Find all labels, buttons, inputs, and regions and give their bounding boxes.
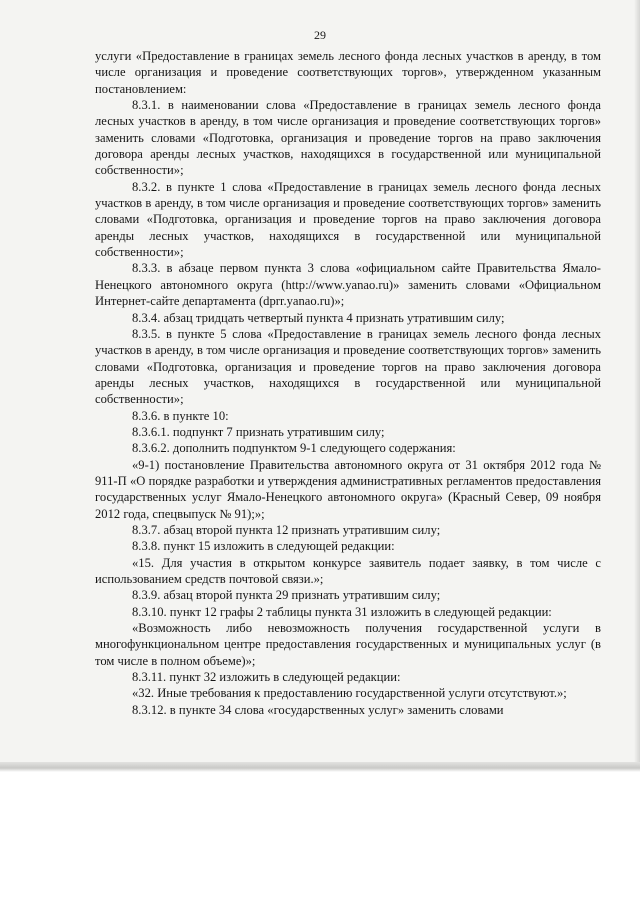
paragraph-8-3-4: 8.3.4. абзац тридцать четвертый пункта 4 признать утратившим силу; — [132, 310, 505, 325]
paragraph-8-3-9: 8.3.9. абзац второй пункта 29 признать утратившим силу; — [132, 588, 441, 603]
paragraph-8-3-1: 8.3.1. в наименовании слова «Предоставление в границах земель лесного фонда лесных участков в аренду, в том числе организация и проведение соответствующих торгов» заменить словами «Подготовка, организация и проведение торгов на право заключения договора аренды лесных участков, находящихся в государственной или муниципальной собственности»; — [95, 98, 601, 178]
paragraph-8-3-10: 8.3.10. пункт 12 графы 2 таблицы пункта 31 изложить в следующей редакции: — [132, 604, 552, 619]
paragraph-15-quote: «15. Для участия в открытом конкурсе заявитель подает заявку, в том числе с использованием средств почтовой связи.»; — [95, 555, 601, 586]
paragraph-8-3-8: 8.3.8. пункт 15 изложить в следующей редакции: — [132, 539, 395, 554]
body-text — [95, 48, 601, 718]
paragraph-mfc-quote: «Возможность либо невозможность получения государственной услуги в многофункциональном центре предоставления государственных и муниципальных услуг (в том числе в полном объеме)»; — [95, 621, 601, 668]
paragraph-8-3-5: 8.3.5. в пункте 5 слова «Предоставление в границах земель лесного фонда лесных участков в аренду, в том числе организация и проведение соответствующих торгов» заменить словами «Подготовка, организация и проведение торгов на право заключения договора аренды лесных участков, находящихся в государственной или муниципальной собственности»; — [95, 326, 601, 407]
paragraph-9-1-quote: «9-1) постановление Правительства автономного округа от 31 октября 2012 года № 911-П «О порядке разработки и утверждения административных регламентов предоставления государственных услуг Ямало-Ненецкого автономного округа» (Красный Север, 09 ноября 2012 года, спецвыпуск № 91);»; — [95, 457, 601, 521]
paragraph-8-3-6-2: 8.3.6.2. дополнить подпунктом 9-1 следующего содержания: — [132, 441, 456, 456]
paragraph-8-3-3: 8.3.3. в абзаце первом пункта 3 слова «официальном сайте Правительства Ямало-Ненецкого автономного округа (http://www.yanao.ru)» заменить словами «Официальном Интернет-сайте департамента (dprr.yanao.ru)»; — [95, 261, 601, 309]
scan-bottom-edge — [0, 762, 640, 772]
scan-right-edge — [634, 0, 640, 770]
paragraph-8-3-6-1: 8.3.6.1. подпункт 7 признать утратившим силу; — [132, 424, 385, 439]
paragraph-8-3-11: 8.3.11. пункт 32 изложить в следующей редакции: — [132, 670, 401, 685]
paragraph-8-3-2: 8.3.2. в пункте 1 слова «Предоставление в границах земель лесного фонда лесных участков в аренду, в том числе организация и проведение соответствующих торгов» заменить словами «Подготовка, организация и проведение торгов на право заключения договора аренды лесных участков, находящихся в государственной или муниципальной собственности»; — [95, 179, 601, 260]
paragraph-32-quote: «32. Иные требования к предоставлению государственной услуги отсутствуют.»; — [132, 686, 567, 701]
paragraph-8-3-7: 8.3.7. абзац второй пункта 12 признать утратившим силу; — [132, 522, 441, 537]
page-number: 29 — [314, 28, 326, 42]
paragraph-intro: услуги «Предоставление в границах земель лесного фонда лесных участков в аренду, в том числе организация и проведение соответствующих торгов», утвержденном указанным постановлением: — [95, 49, 601, 96]
paragraph-8-3-12: 8.3.12. в пункте 34 слова «государственных услуг» заменить словами — [132, 702, 504, 717]
paragraph-8-3-6: 8.3.6. в пункте 10: — [132, 408, 229, 423]
